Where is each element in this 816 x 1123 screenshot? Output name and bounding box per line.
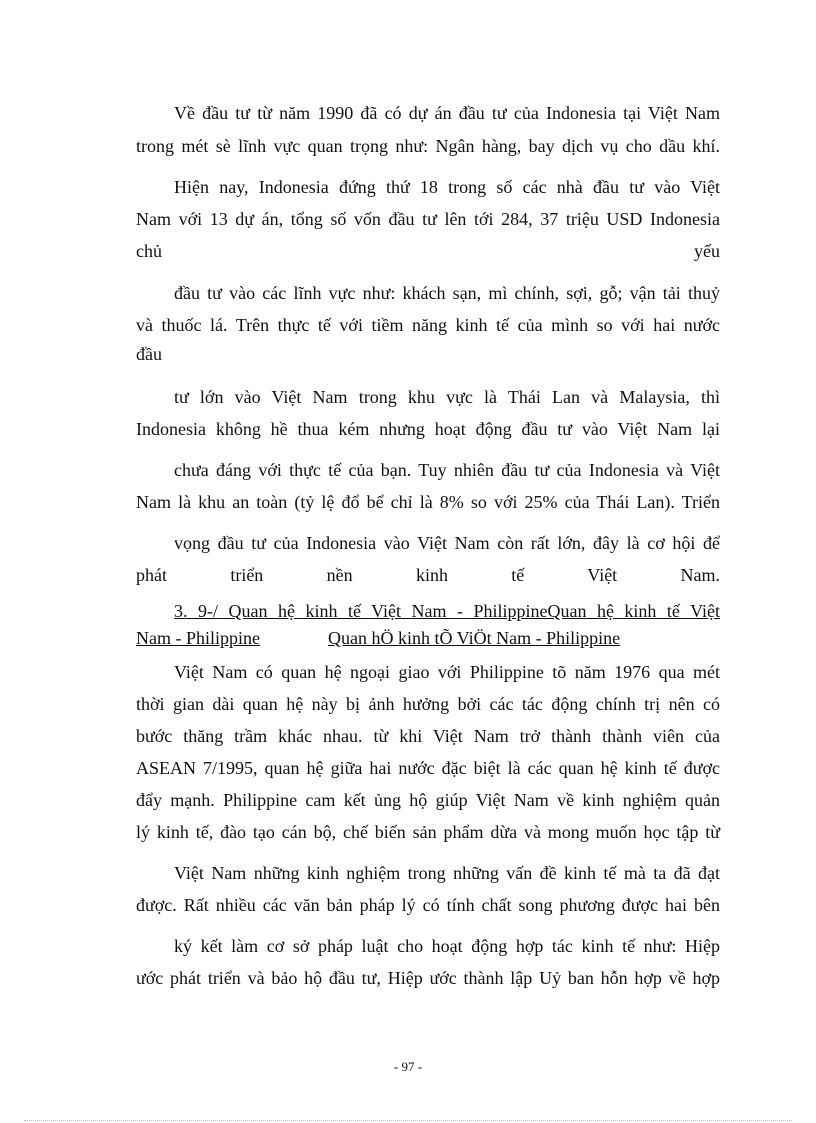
text-line: chưa đáng với thực tế của bạn. Tuy nhiên đầu tư của Indonesia và Việt (174, 460, 720, 480)
text-line: Về đầu tư từ năm 1990 đã có dự án đầu tư của Indonesia tại Việt Nam (174, 103, 720, 123)
text-line: chủ (136, 241, 162, 261)
text-line: ước phát triển và bảo hộ đầu tư, Hiệp ước thành lập Uỷ ban hỗn hợp về hợp (136, 968, 720, 988)
heading-text: Nam - Philippine (136, 628, 260, 648)
page-number: - 97 - (393, 1059, 423, 1074)
section-heading-continued (136, 627, 720, 649)
page-divider (24, 1120, 792, 1121)
text-line: Việt Nam có quan hệ ngoại giao với Philippine tõ năm 1976 qua mét (174, 662, 720, 682)
text-line: được. Rất nhiều các văn bản pháp lý có tính chất song phương được hai bên (136, 895, 720, 915)
section-heading: 3. 9-/ Quan hệ kinh tế Việt Nam - PhilippineQuan hệ kinh tế Việt (174, 601, 720, 621)
text-line: phát triển nền kinh tế Việt Nam. (136, 565, 720, 585)
text-line: ký kết làm cơ sở pháp luật cho hoạt động hợp tác kinh tế như: Hiệp (174, 936, 720, 956)
text-line: đầu (136, 344, 162, 364)
text-line: lý kinh tế, đào tạo cán bộ, chế biến sản phẩm dừa và mong muốn học tập từ (136, 822, 720, 842)
text-line: thời gian dài quan hệ này bị ảnh hưởng bởi các tác động chính trị nên có (136, 694, 720, 714)
text-line: đầu tư vào các lĩnh vực như: khách sạn, mì chính, sợi, gỗ; vận tải thuỷ (174, 283, 720, 303)
text-line: bước thăng trầm khác nhau. từ khi Việt Nam trở thành thành viên của (136, 726, 720, 746)
text-line: và thuốc lá. Trên thực tế với tiềm năng kinh tế của mình so với hai nước (136, 315, 720, 335)
text-line: yếu (694, 241, 720, 261)
text-line: Indonesia không hề thua kém nhưng hoạt động đầu tư vào Việt Nam lại (136, 419, 720, 439)
text-line: Nam với 13 dự án, tổng số vốn đầu tư lên tới 284, 37 triệu USD Indonesia (136, 209, 720, 229)
text-line: ASEAN 7/1995, quan hệ giữa hai nước đặc biệt là các quan hệ kinh tế được (136, 758, 720, 778)
text-line: Hiện nay, Indonesia đứng thứ 18 trong số các nhà đầu tư vào Việt (174, 177, 720, 197)
text-line: tư lớn vào Việt Nam trong khu vực là Thái Lan và Malaysia, thì (174, 387, 720, 407)
text-line: Việt Nam những kinh nghiệm trong những vấn đề kinh tế mà ta đã đạt (174, 863, 720, 883)
text-line: đẩy mạnh. Philippine cam kết ủng hộ giúp Việt Nam về kinh nghiệm quản (136, 790, 720, 810)
text-line: Nam là khu an toàn (tỷ lệ đổ bể chỉ là 8% so với 25% của Thái Lan). Triển (136, 492, 720, 512)
heading-text: Quan hÖ kinh tÕ ViÖt Nam - Philippine (328, 628, 621, 648)
text-line: vọng đầu tư của Indonesia vào Việt Nam còn rất lớn, đây là cơ hội để (174, 533, 720, 553)
text-line: trong mét sè lĩnh vực quan trọng như: Ngân hàng, bay dịch vụ cho dầu khí. (136, 136, 720, 156)
